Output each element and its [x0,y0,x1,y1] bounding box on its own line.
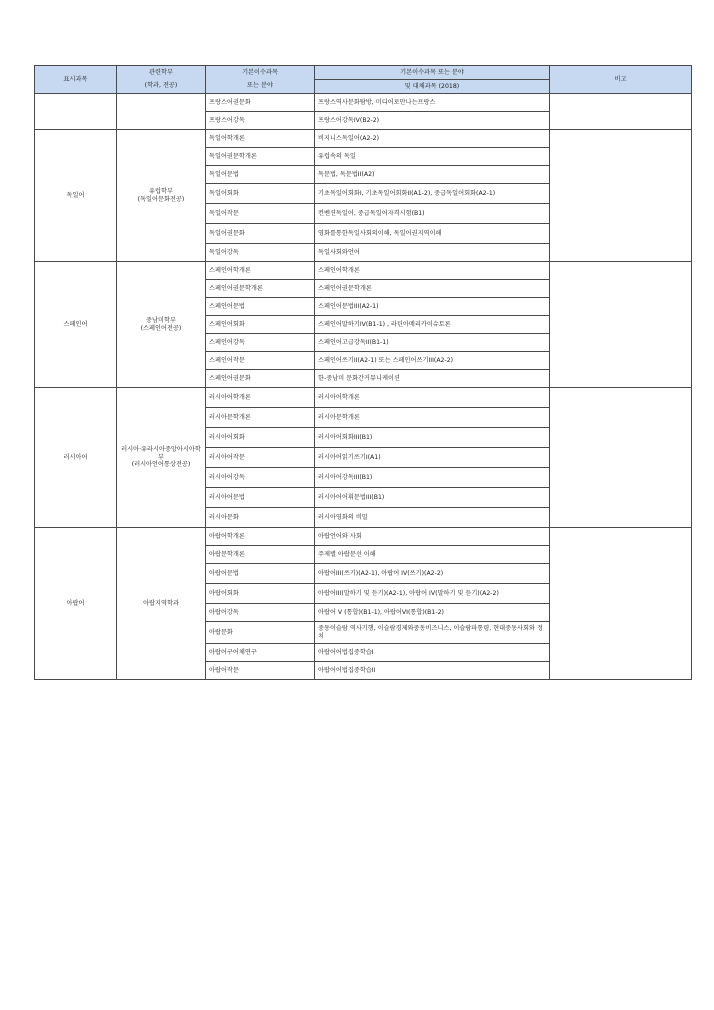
course-cell: 독일어문법 [206,166,315,184]
alt-cell: 프랑스어강독IV(B2-2) [315,112,550,130]
course-cell: 프랑스어권문화 [206,94,315,112]
course-cell: 독일어강독 [206,244,315,262]
alt-cell: 주제별 아랍문선 이해 [315,546,550,564]
alt-cell: 독일사회와언어 [315,244,550,262]
dept-russian-line1: 러시아·유라시아중앙아시아학 [121,445,201,453]
course-cell: 러시아어강독 [206,468,315,488]
subject-russian: 러시아어 [35,388,117,528]
course-cell: 독일어권문학개론 [206,148,315,166]
course-cell: 독일어권문화 [206,224,315,244]
alt-cell: 스페인어말하기IV(B1-1) , 라틴아메리카이슈토론 [315,316,550,334]
alt-cell: 스페인어문법III(A2-1) [315,298,550,316]
alt-cell: 중동이슬람 역사기행, 이슬람경제와중동비즈니스, 이슬람파통령, 현대중동사회와 정치 [315,622,550,644]
course-cell: 아랍어강독 [206,604,315,622]
alt-cell: 유럽속의 독일 [315,148,550,166]
alt-cell: 러시아어강독III(B1) [315,468,550,488]
table-row [35,94,692,112]
course-table [34,65,692,680]
dept-arabic: 아랍지역학과 [117,528,206,680]
alt-cell: 스페인어고급강독II(B1-1) [315,334,550,352]
note-cell [550,388,692,528]
table-row [35,388,692,408]
dept-russian [117,388,206,528]
alt-cell: 러시아어학개론 [315,388,550,408]
alt-cell: 러시아어읽기쓰기I(A1) [315,448,550,468]
header-alt-line2: 및 대체과목 (2018) [315,80,550,94]
course-cell: 러시아어문법 [206,488,315,508]
header-alt-line1: 기본이수과목 또는 분야 [315,66,550,80]
dept-spanish-line2: (스페인어전공) [140,324,182,332]
course-cell: 러시아문학개론 [206,408,315,428]
alt-cell: 비지니스독일어(A2-2) [315,130,550,148]
dept-spanish [117,262,206,388]
course-cell: 아랍어회화 [206,584,315,604]
alt-cell: 영화를통한독일사회의이해, 독일어권지역이해 [315,224,550,244]
course-cell: 아랍문화 [206,622,315,644]
course-cell: 아랍어문법 [206,564,315,584]
alt-cell: 아랍어III(쓰기)(A2-1), 아랍어 IV(쓰기)(A2-2) [315,564,550,584]
course-cell: 프랑스어강독 [206,112,315,130]
course-cell: 러시아문화 [206,508,315,528]
header-course-line2: 또는 분야 [206,80,315,94]
alt-cell: 스페인어권문학개론 [315,280,550,298]
header-dept-line1: 관련학부 [117,66,206,80]
course-cell: 러시아어회화 [206,428,315,448]
course-cell: 러시아어작문 [206,448,315,468]
header-subject: 표시과목 [35,66,117,94]
header-dept-line2: (학과, 전공) [117,80,206,94]
course-cell: 스페인어문법 [206,298,315,316]
header-note: 비고 [550,66,692,94]
alt-cell: 아랍어 V (통합)(B1-1), 아랍어VI(통합)(B1-2) [315,604,550,622]
course-cell: 아랍어작문 [206,662,315,680]
alt-cell: 한-중남미 문화간커뮤니케이션 [315,370,550,388]
alt-cell: 컨벤션독일어, 중급독일어자격시험(B1) [315,204,550,224]
alt-cell: 러시아문학개론 [315,408,550,428]
course-cell: 아랍어학개론 [206,528,315,546]
table-row [35,130,692,148]
subject-spanish: 스페인어 [35,262,117,388]
course-cell: 스페인어강독 [206,334,315,352]
course-cell: 스페인어권문화 [206,370,315,388]
alt-cell: 러시아영화의 비밀 [315,508,550,528]
alt-cell: 독문법, 독문법II(A2) [315,166,550,184]
alt-cell: 러시아어회화III(B1) [315,428,550,448]
alt-cell: 아랍어어법집중학습II [315,662,550,680]
course-cell: 독일어작문 [206,204,315,224]
alt-cell: 아랍어어법집중학습I [315,644,550,662]
subject-arabic: 아랍어 [35,528,117,680]
dept-cell-empty [117,94,206,130]
subject-cell-empty [35,94,117,130]
dept-german [117,130,206,262]
note-cell [550,130,692,262]
subject-german: 독일어 [35,130,117,262]
alt-cell: 스페인어학개론 [315,262,550,280]
alt-cell: 스페인어쓰기II(A2-1) 또는 스페인어쓰기III(A2-2) [315,352,550,370]
dept-russian-line3: (러시아언어통상전공) [131,461,191,469]
course-cell: 아랍문학개론 [206,546,315,564]
dept-german-line1: 유럽학부 [149,187,173,195]
course-cell: 러시아어학개론 [206,388,315,408]
alt-cell: 아랍어III(말하기 및 듣기)(A2-1), 아랍어 IV(말하기 및 듣기)(A2-2) [315,584,550,604]
alt-cell: 아랍언어와 사회 [315,528,550,546]
alt-cell: 러시아어어휘문법III(B1) [315,488,550,508]
course-cell: 아랍어구어체연구 [206,644,315,662]
dept-russian-line2: 부 [158,453,164,461]
table-row [35,262,692,280]
header-course-line1: 기본이수과목 [206,66,315,80]
course-cell: 독일어회화 [206,184,315,204]
dept-german-line2: (독일어문화전공) [137,195,185,203]
note-cell [550,94,692,130]
note-cell [550,528,692,680]
course-cell: 독일어학개론 [206,130,315,148]
alt-cell: 프랑스역사문화탐방, 미디어로만나는프랑스 [315,94,550,112]
note-cell [550,262,692,388]
course-cell: 스페인어권문학개론 [206,280,315,298]
course-cell: 스페인어작문 [206,352,315,370]
table-row [35,528,692,546]
course-cell: 스페인어학개론 [206,262,315,280]
alt-cell: 기초독일어회화I, 기초독일어회화II(A1-2), 중급독일어회화(A2-1) [315,184,550,204]
dept-spanish-line1: 중남미학부 [146,316,176,324]
course-cell: 스페인어회화 [206,316,315,334]
